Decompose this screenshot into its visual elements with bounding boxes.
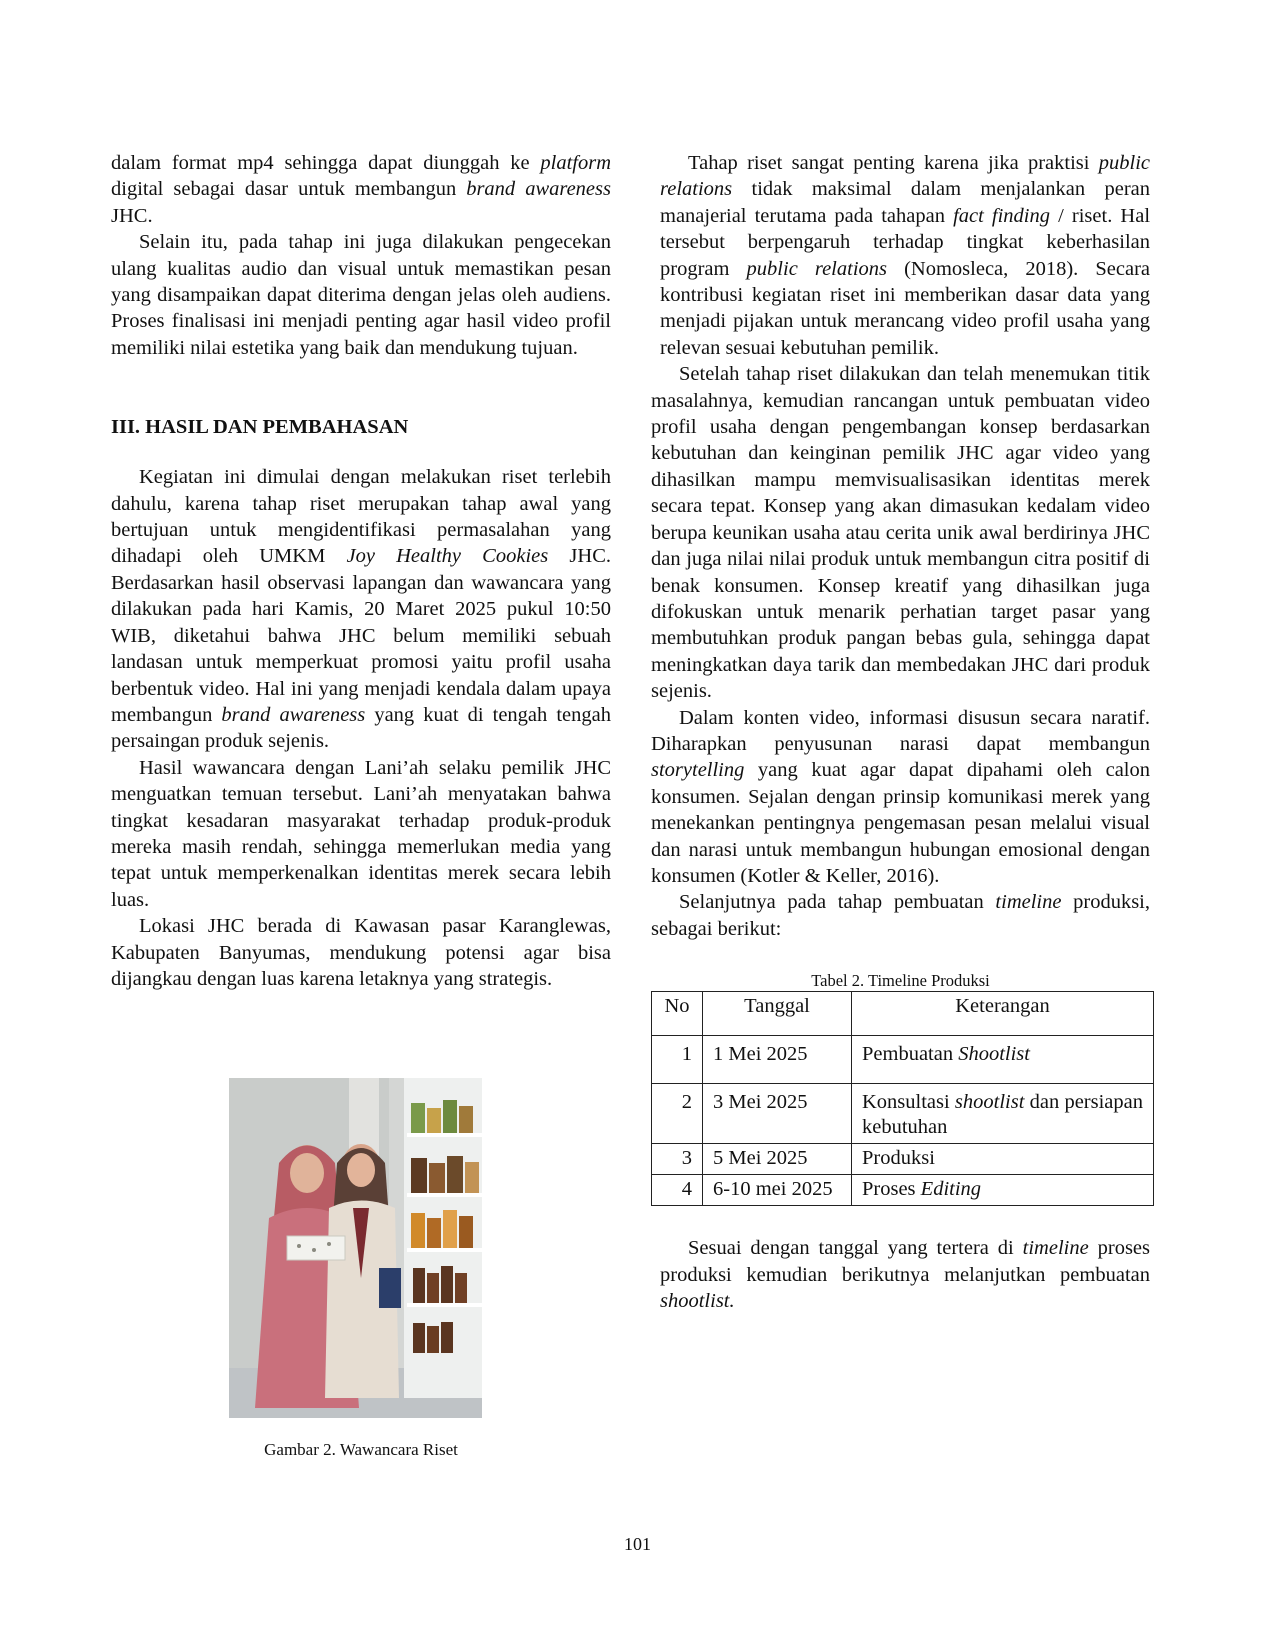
interview-photo-image xyxy=(229,1078,482,1418)
paragraph-finalisasi: Selain itu, pada tahap ini juga dilakukan pengecekan ulang kualitas audio dan visual untuk memastikan pesan yang disampaikan dapat diterima dengan jelas oleh audiens. Proses finalisasi ini menjadi penting agar hasil video profil memiliki nilai estetika yang baik dan mendukung tujuan. xyxy=(111,231,611,359)
paragraph-wawancara: Hasil wawancara dengan Lani’ah selaku pemilik JHC menguatkan temuan tersebut. Lani’ah menyatakan bahwa tingkat kesadaran masyarakat terhadap produk-produk mereka masih rendah, sehingga memerlukan media yang tepat untuk memperkenalkan identitas merek secara lebih luas. xyxy=(111,756,611,911)
table-header-row xyxy=(652,992,1154,1036)
interview-photo xyxy=(229,1078,482,1418)
section-heading: III. HASIL DAN PEMBAHASAN xyxy=(111,416,409,439)
table-caption: Tabel 2. Timeline Produksi xyxy=(811,971,990,991)
column-header-tanggal: Tanggal xyxy=(703,992,852,1036)
right-column xyxy=(651,150,1150,1314)
table-row xyxy=(652,1036,1154,1084)
column-header-keterangan: Keterangan xyxy=(852,992,1154,1036)
table-row xyxy=(652,1084,1154,1144)
cell-no: 4 xyxy=(652,1175,703,1206)
paragraph-lokasi: Lokasi JHC berada di Kawasan pasar Karanglewas, Kabupaten Banyumas, mendukung potensi agar bisa dijangkau dengan luas karena letaknya yang strategis. xyxy=(111,915,611,990)
cell-keterangan: Proses Editing xyxy=(852,1175,1154,1206)
table-row xyxy=(652,1144,1154,1175)
table-row xyxy=(652,1175,1154,1206)
paragraph-timeline-intro: Selanjutnya pada tahap pembuatan timeline produksi, sebagai berikut: xyxy=(651,891,1150,940)
left-column xyxy=(111,150,611,992)
figure-caption: Gambar 2. Wawancara Riset xyxy=(264,1440,458,1459)
paragraph-riset: Kegiatan ini dimulai dengan melakukan riset terlebih dahulu, karena tahap riset merupakan tahap awal yang bertujuan untuk mengidentifikasi permasalahan yang dihadapi oleh UMKM Joy Healthy Cookies JHC. Berdasarkan hasil observasi lapangan dan wawancara yang dilakukan pada hari Kamis, 20 Maret 2025 pukul 10:50 WIB, diketahui bahwa JHC belum memiliki sebuah landasan untuk memperkuat promosi yaitu profil usaha berbentuk video. Hal ini yang menjadi kendala dalam upaya membangun brand awareness yang kuat di tengah tengah persaingan produk sejenis. xyxy=(111,466,611,753)
paragraph-konten-video: Dalam konten video, informasi disusun secara naratif. Diharapkan penyusunan narasi dapat membangun storytelling yang kuat agar dapat dipahami oleh calon konsumen. Sejalan dengan prinsip komunikasi merek yang menekankan pentingnya pengemasan pesan melalui visual dan narasi untuk membangun hubungan emosional dengan konsumen (Kotler & Keller, 2016). xyxy=(651,706,1150,887)
cell-no: 3 xyxy=(652,1144,703,1175)
cell-tanggal: 3 Mei 2025 xyxy=(703,1084,852,1144)
cell-keterangan: Pembuatan Shootlist xyxy=(852,1036,1154,1084)
cell-keterangan: Konsultasi shootlist dan persiapan kebutuhan xyxy=(852,1084,1154,1144)
cell-keterangan: Produksi xyxy=(852,1144,1154,1175)
timeline-table xyxy=(651,991,1154,1206)
cell-no: 1 xyxy=(652,1036,703,1084)
cell-tanggal: 1 Mei 2025 xyxy=(703,1036,852,1084)
cell-no: 2 xyxy=(652,1084,703,1144)
cell-tanggal: 5 Mei 2025 xyxy=(703,1144,852,1175)
paragraph-continuation: dalam format mp4 sehingga dapat diunggah ke platform digital sebagai dasar untuk membangun brand awareness JHC. xyxy=(111,152,611,227)
column-header-no: No xyxy=(652,992,703,1036)
paragraph-tahap-riset: Tahap riset sangat penting karena jika praktisi public relations tidak maksimal dalam menjalankan peran manajerial terutama pada tahapan fact finding / riset. Hal tersebut berpengaruh terhadap tingkat keberhasilan program public relations (Nomosleca, 2018). Secara kontribusi kegiatan riset ini memberikan dasar data yang menjadi pijakan untuk merancang video profil usaha yang relevan sesuai kebutuhan pemilik. xyxy=(660,152,1151,359)
cell-tanggal: 6-10 mei 2025 xyxy=(703,1175,852,1206)
paragraph-rancangan: Setelah tahap riset dilakukan dan telah menemukan titik masalahnya, kemudian rancangan untuk pembuatan video profil usaha dengan pengembangan konsep berdasarkan kebutuhan dan keinginan pemilik JHC agar video yang dihasilkan mampu memvisualisasikan identitas merek secara tepat. Konsep yang akan dimasukan kedalam video berupa keunikan usaha atau cerita unik awal berdirinya JHC dan juga nilai nilai produk untuk membangun citra positif di benak konsumen. Konsep kreatif yang dihasilkan juga difokuskan untuk menarik perhatian target pasar yang membutuhkan produk pangan bebas gula, sehingga dapat meningkatkan daya tarik dan membedakan JHC dari produk sejenis. xyxy=(651,363,1150,703)
page-number: 101 xyxy=(624,1534,651,1554)
paragraph-shootlist: Sesuai dengan tanggal yang tertera di timeline proses produksi kemudian berikutnya melanjutkan pembuatan shootlist. xyxy=(660,1237,1150,1312)
